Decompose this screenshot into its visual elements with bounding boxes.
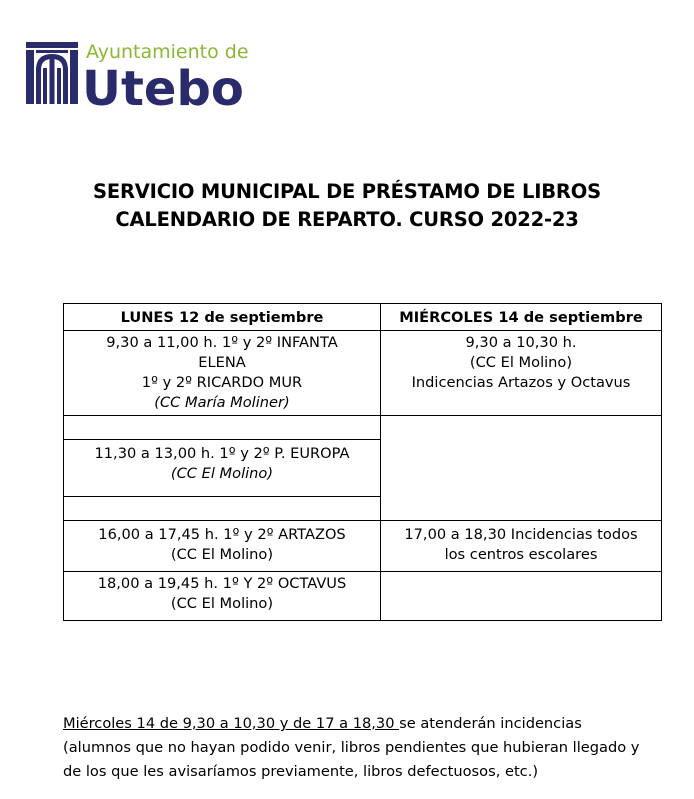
wednesday-empty-cell-2 bbox=[381, 572, 662, 621]
gate-emblem-icon bbox=[26, 42, 78, 104]
table-header-row bbox=[64, 304, 662, 331]
monday-slot-1 bbox=[64, 331, 381, 416]
note-line-2: (alumnos que no hayan podido venir, libros pendientes que hubieran llegado y bbox=[63, 739, 640, 756]
monday-slot-3-line-1: 16,00 a 17,45 h. 1º y 2º ARTAZOS bbox=[98, 526, 346, 543]
monday-slot-4-line-1: 18,00 a 19,45 h. 1º Y 2º OCTAVUS bbox=[97, 575, 347, 592]
monday-slot-2-line-1: 11,30 a 13,00 h. 1º y 2º P. EUROPA bbox=[94, 445, 350, 462]
table-row bbox=[64, 572, 662, 621]
title-line-2: CALENDARIO DE REPARTO. CURSO 2022-23 bbox=[115, 208, 579, 231]
incidents-note bbox=[63, 712, 663, 784]
wednesday-slot-3-line-2: los centros escolares bbox=[444, 546, 598, 563]
wednesday-slot-1 bbox=[381, 331, 662, 416]
monday-slot-4-place: (CC El Molino) bbox=[170, 595, 274, 612]
utebo-logo-graphic bbox=[26, 40, 258, 110]
header-wednesday: MIÉRCOLES 14 de septiembre bbox=[381, 304, 662, 331]
schedule-table bbox=[63, 303, 662, 621]
note-line-1 bbox=[63, 712, 663, 736]
logo-big-text: Utebo bbox=[82, 61, 244, 110]
logo-small-text: Ayuntamiento de bbox=[86, 41, 249, 63]
monday-slot-2-place: (CC El Molino) bbox=[170, 465, 274, 482]
monday-empty-cell-1 bbox=[64, 416, 381, 440]
utebo-logo bbox=[26, 40, 258, 110]
monday-slot-3 bbox=[64, 521, 381, 572]
monday-slot-2 bbox=[64, 440, 381, 497]
note-line-1-rest: se atenderán incidencias bbox=[399, 715, 582, 732]
monday-slot-1-line-3: 1º y 2º RICARDO MUR bbox=[141, 374, 303, 391]
document-title bbox=[0, 178, 694, 234]
monday-slot-1-line-2: ELENA bbox=[198, 354, 246, 371]
wednesday-slot-3-line-1: 17,00 a 18,30 Incidencias todos bbox=[404, 526, 638, 543]
wednesday-slot-1-line-3: Indicencias Artazos y Octavus bbox=[411, 374, 631, 391]
monday-slot-1-line-1: 9,30 a 11,00 h. 1º y 2º INFANTA bbox=[106, 334, 338, 351]
wednesday-empty-cell-1 bbox=[381, 416, 662, 521]
wednesday-slot-1-line-2: (CC El Molino) bbox=[469, 354, 573, 371]
wednesday-slot-1-line-1: 9,30 a 10,30 h. bbox=[465, 334, 577, 351]
note-underlined-text: Miércoles 14 de 9,30 a 10,30 y de 17 a 18,30 bbox=[63, 715, 400, 732]
monday-slot-4 bbox=[64, 572, 381, 621]
table-row bbox=[64, 331, 662, 416]
header-monday: LUNES 12 de septiembre bbox=[64, 304, 381, 331]
table-row bbox=[64, 521, 662, 572]
note-line-3: de los que les avisaríamos previamente, libros defectuosos, etc.) bbox=[63, 763, 539, 780]
monday-empty-cell-2 bbox=[64, 497, 381, 521]
title-line-1: SERVICIO MUNICIPAL DE PRÉSTAMO DE LIBROS bbox=[93, 180, 601, 203]
table-row bbox=[64, 416, 662, 440]
monday-slot-3-place: (CC El Molino) bbox=[170, 546, 274, 563]
wednesday-slot-3 bbox=[381, 521, 662, 572]
monday-slot-1-place: (CC María Moliner) bbox=[154, 394, 290, 411]
